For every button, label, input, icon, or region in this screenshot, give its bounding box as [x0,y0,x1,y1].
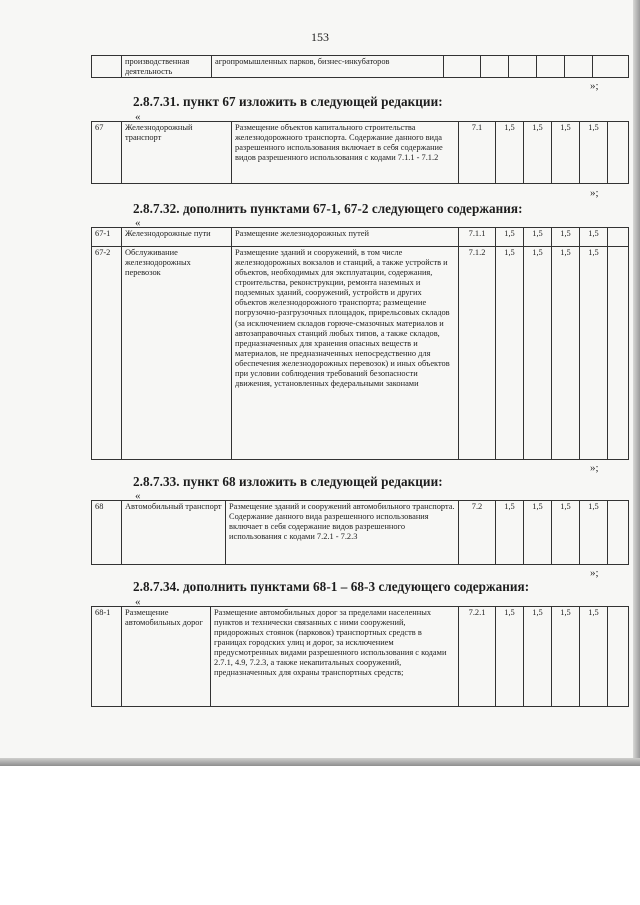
value-cell: 1,5 [580,122,608,184]
row-number: 68-1 [92,607,122,707]
closing-quote: »; [590,80,599,92]
use-description: Размещение зданий и сооружений автомобильного транспорта. Содержание данного вида разрешенного использования включает в себя содержание видов разрешенного использования с кодами 7.2.1 - 7.2.3 [226,501,459,565]
row-number: 67-1 [92,228,122,247]
row-number: 67 [92,122,122,184]
amendment-table [91,606,629,707]
value-cell: 1,5 [496,228,524,247]
table-cell: агропромышленных парков, бизнес-инкубаторов [212,56,444,78]
value-cell: 1,5 [496,501,524,565]
use-name: Обслуживание железнодорожных перевозок [122,247,232,460]
closing-quote: »; [590,187,599,199]
amendment-table [91,227,629,460]
use-description: Размещение железнодорожных путей [232,228,459,247]
row-number: 68 [92,501,122,565]
use-description: Размещение автомобильных дорог за пределами населенных пунктов и технически связанных с ними сооружений, придорожных стоянок (парковок) транспортных средств в границах городских улиц и дорог, за исключением предусмотренных видами разрешенного использования с кодами 2.7.1, 4.9, 7.2.3, а также некапитальных сооружений, предназначенных для охраны транспортных средств; [211,607,459,707]
table-row [92,228,629,247]
closing-quote: »; [590,462,599,474]
row-number: 67-2 [92,247,122,460]
value-cell: 1,5 [496,122,524,184]
use-name: Железнодорожный транспорт [122,122,232,184]
opening-quote: « [135,111,141,123]
value-cell: 1,5 [524,122,552,184]
table-cell [92,56,122,78]
page-bottom-shadow [0,758,640,766]
table-cell [481,56,509,78]
opening-quote: « [135,490,141,502]
value-cell: 1,5 [524,607,552,707]
use-code: 7.2.1 [459,607,496,707]
value-cell: 1,5 [580,228,608,247]
value-cell: 1,5 [552,501,580,565]
table-cell [608,122,629,184]
table-cell [565,56,593,78]
use-description: Размещение объектов капитального строительства железнодорожного транспорта. Содержание данного вида разрешенного использования включает в себя содержание видов разрешенного использования с кодами 7.1.1 - 7.1.2 [232,122,459,184]
table-row [92,247,629,460]
value-cell: 1,5 [496,247,524,460]
table-cell [444,56,481,78]
amendment-table [91,121,629,184]
use-name: Автомобильный транспорт [122,501,226,565]
section-heading: 2.8.7.31. пункт 67 изложить в следующей редакции: [133,94,443,109]
table-row [92,501,629,565]
table-row [92,122,629,184]
table-cell [608,607,629,707]
section-heading: 2.8.7.33. пункт 68 изложить в следующей редакции: [133,474,443,489]
use-code: 7.1 [459,122,496,184]
use-code: 7.1.2 [459,247,496,460]
opening-quote: « [135,596,141,608]
value-cell: 1,5 [580,607,608,707]
section-heading: 2.8.7.34. дополнить пунктами 68-1 – 68-3 следующего содержания: [133,579,530,594]
use-description: Размещение зданий и сооружений, в том числе железнодорожных вокзалов и станций, а также устройств и объектов, необходимых для эксплуатации, содержания, строительства, реконструкции, ремонта наземных и подземных зданий, сооружений, устройств и других объектов железнодорожного транспорта; размещение погрузочно-разгрузочных площадок, прирельсовых складов (за исключением складов горюче-смазочных материалов и автозаправочных станций любых типов, а также складов, предназначенных для хранения опасных веществ и материалов, не предназначенных непосредственно для обеспечения железнодорожных перевозок) и иных объектов при условии соблюдения требований безопасности движения, установленных федеральными законами [232,247,459,460]
value-cell: 1,5 [552,122,580,184]
value-cell: 1,5 [524,228,552,247]
use-name: Железнодорожные пути [122,228,232,247]
value-cell: 1,5 [552,228,580,247]
section-heading: 2.8.7.32. дополнить пунктами 67-1, 67-2 следующего содержания: [133,201,523,216]
amendment-table [91,500,629,565]
page-edge-shadow [633,0,640,766]
table-cell [608,228,629,247]
value-cell: 1,5 [496,607,524,707]
table-cell [509,56,537,78]
continued-table [91,55,629,78]
page-number: 153 [311,30,329,44]
table-row [92,607,629,707]
table-cell [537,56,565,78]
value-cell: 1,5 [552,607,580,707]
opening-quote: « [135,217,141,229]
value-cell: 1,5 [552,247,580,460]
value-cell: 1,5 [580,247,608,460]
table-cell [593,56,629,78]
use-name: Размещение автомобильных дорог [122,607,211,707]
table-cell [608,501,629,565]
table-cell: производственная деятельность [122,56,212,78]
value-cell: 1,5 [524,247,552,460]
table-cell [608,247,629,460]
use-code: 7.2 [459,501,496,565]
use-code: 7.1.1 [459,228,496,247]
value-cell: 1,5 [524,501,552,565]
value-cell: 1,5 [580,501,608,565]
closing-quote: »; [590,567,599,579]
